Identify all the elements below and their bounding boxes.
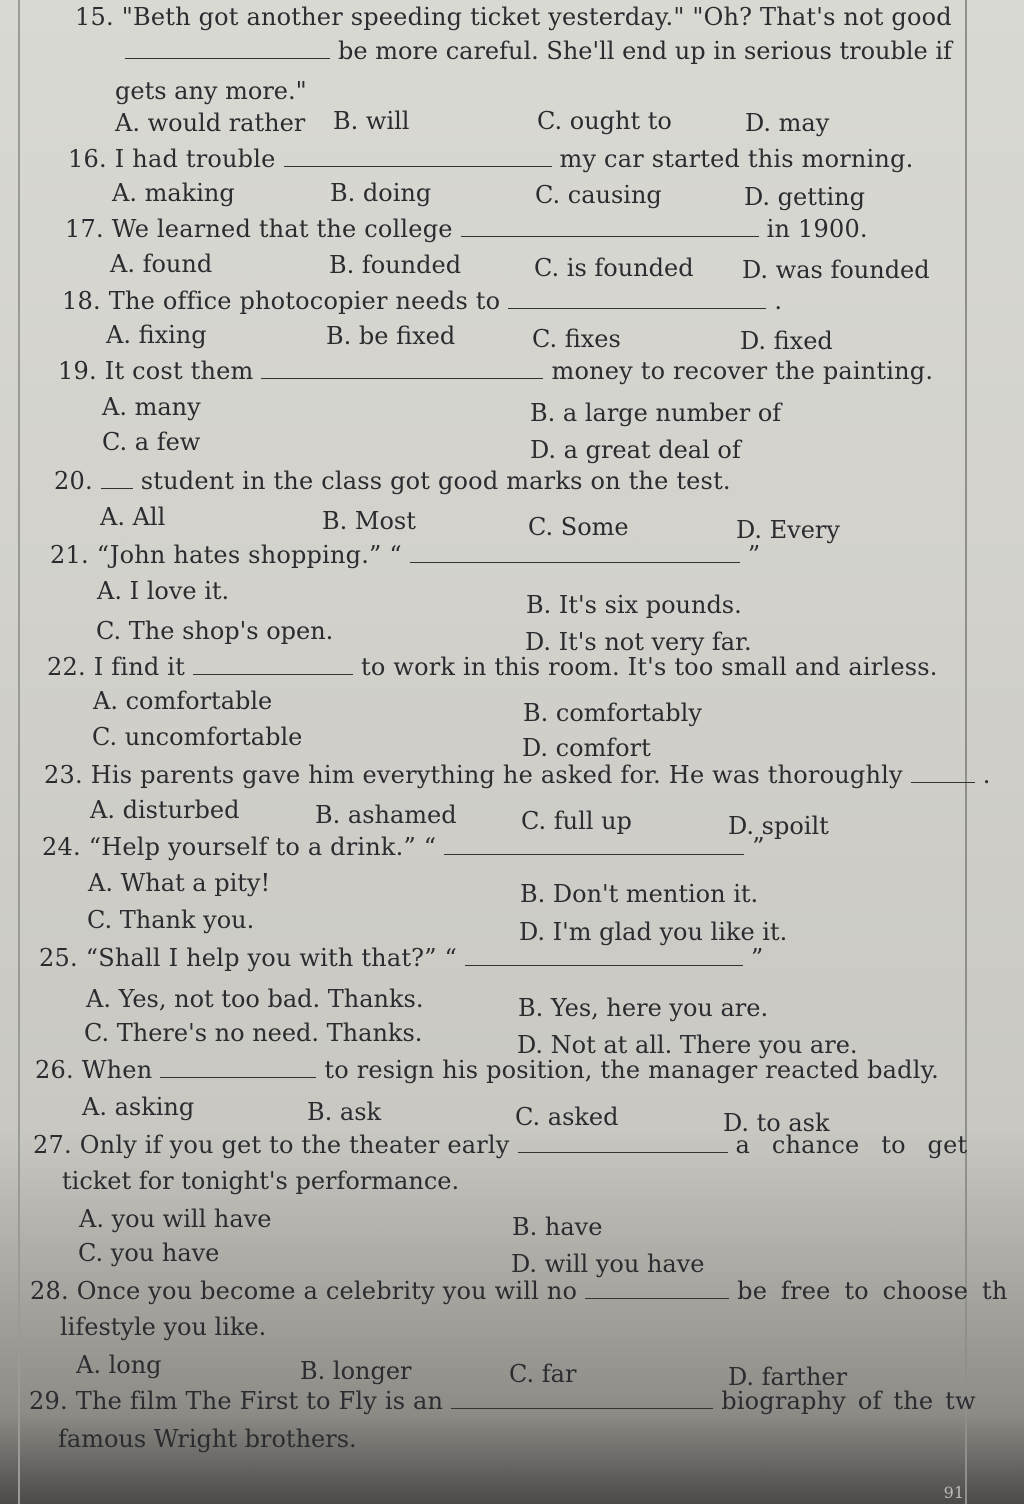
question-26: 26. When to resign his position, the manager reacted badly. (35, 1056, 939, 1084)
question-15-line2: be more careful. She'll end up in serious trouble if (125, 36, 952, 66)
answer-blank[interactable] (518, 1132, 728, 1153)
question-15-line3: gets any more." (115, 77, 307, 105)
question-20: 20. student in the class got good marks on the test. (54, 467, 731, 495)
answer-blank[interactable] (160, 1057, 316, 1078)
option-d: D. spoilt (728, 812, 829, 840)
option-d: D. was founded (742, 256, 930, 284)
answer-blank[interactable] (465, 945, 743, 966)
option-c: C. Thank you. (87, 906, 255, 934)
option-c: C. a few (102, 428, 201, 456)
option-c: C. asked (515, 1103, 619, 1131)
option-d: D. a great deal of (530, 436, 741, 464)
option-c: C. ought to (537, 107, 672, 135)
option-c: C. There's no need. Thanks. (84, 1019, 423, 1047)
option-a: A. What a pity! (88, 869, 271, 897)
option-c: C. fixes (532, 325, 621, 353)
option-a: A. found (110, 250, 213, 278)
answer-blank[interactable] (461, 216, 759, 237)
answer-blank[interactable] (410, 542, 740, 563)
answer-blank[interactable] (125, 38, 330, 59)
option-b: B. Don't mention it. (520, 880, 759, 908)
answer-blank[interactable] (585, 1278, 729, 1299)
question-23: 23. His parents gave him everything he asked for. He was thoroughly . (44, 761, 991, 789)
option-d: D. It's not very far. (525, 628, 752, 656)
option-b: B. will (333, 107, 410, 135)
question-27: 27. Only if you get to the theater early a chance to get (33, 1131, 968, 1159)
option-c: C. uncomfortable (92, 723, 303, 751)
question-18: 18. The office photocopier needs to . (62, 287, 783, 315)
option-b: B. ask (307, 1098, 382, 1126)
option-b: B. ashamed (315, 801, 457, 829)
option-b: B. have (512, 1213, 603, 1241)
option-d: D. Not at all. There you are. (517, 1031, 858, 1059)
margin-rule (18, 0, 20, 1504)
option-c: C. far (509, 1360, 577, 1388)
option-b: B. be fixed (326, 322, 456, 350)
option-c: C. causing (535, 181, 662, 209)
option-c: C. you have (78, 1239, 220, 1267)
question-27-line2: ticket for tonight's performance. (62, 1167, 460, 1195)
option-d: D. may (745, 109, 830, 137)
option-d: D. fixed (740, 327, 833, 355)
answer-blank[interactable] (284, 146, 552, 167)
option-c: C. The shop's open. (96, 617, 334, 645)
answer-blank[interactable] (911, 762, 975, 783)
answer-blank[interactable] (101, 468, 133, 489)
option-a: A. Yes, not too bad. Thanks. (86, 985, 424, 1013)
answer-blank[interactable] (451, 1388, 713, 1409)
option-b: B. comfortably (523, 699, 702, 727)
question-16: 16. I had trouble my car started this morning. (68, 145, 914, 173)
question-25: 25. “Shall I help you with that?” “ ” (39, 944, 764, 972)
option-b: B. Yes, here you are. (518, 994, 769, 1022)
option-a: A. would rather (115, 109, 306, 137)
question-29-line2: famous Wright brothers. (58, 1425, 357, 1453)
question-24: 24. “Help yourself to a drink.” “ ” (42, 833, 765, 861)
question-19: 19. It cost them money to recover the painting. (58, 357, 934, 385)
question-15: 15. "Beth got another speeding ticket yesterday." "Oh? That's not good (75, 3, 952, 31)
option-a: A. long (76, 1351, 162, 1379)
answer-blank[interactable] (193, 654, 353, 675)
question-28-line2: lifestyle you like. (60, 1313, 267, 1341)
option-d: D. getting (744, 183, 865, 211)
option-b: B. doing (330, 179, 432, 207)
option-b: B. founded (329, 251, 462, 279)
option-c: C. Some (528, 513, 629, 541)
question-17: 17. We learned that the college in 1900. (65, 215, 868, 243)
option-b: B. Most (322, 507, 416, 535)
option-c: C. full up (521, 807, 632, 835)
option-b: B. It's six pounds. (526, 591, 742, 619)
page-number: 91 (943, 1483, 964, 1502)
option-d: D. farther (728, 1363, 848, 1391)
option-d: D. Every (736, 516, 840, 544)
option-a: A. fixing (106, 321, 207, 349)
option-a: A. comfortable (93, 687, 273, 715)
option-a: A. asking (82, 1093, 195, 1121)
option-b: B. a large number of (530, 399, 782, 427)
option-d: D. will you have (511, 1250, 705, 1278)
question-22: 22. I find it to work in this room. It's too small and airless. (47, 653, 938, 681)
option-c: C. is founded (534, 254, 694, 282)
option-d: D. comfort (522, 734, 651, 762)
option-d: D. I'm glad you like it. (519, 918, 788, 946)
answer-blank[interactable] (444, 834, 744, 855)
question-21: 21. “John hates shopping.” “ ” (50, 541, 761, 569)
question-28: 28. Once you become a celebrity you will no be free to choose th (30, 1277, 1008, 1305)
option-a: A. All (100, 503, 166, 531)
answer-blank[interactable] (508, 288, 766, 309)
option-a: A. you will have (79, 1205, 272, 1233)
option-a: A. disturbed (90, 796, 240, 824)
question-29: 29. The film The First to Fly is an biography of the tw (29, 1387, 976, 1415)
option-a: A. making (112, 179, 235, 207)
option-d: D. to ask (723, 1109, 830, 1137)
option-a: A. I love it. (97, 577, 230, 605)
answer-blank[interactable] (261, 358, 543, 379)
option-b: B. longer (300, 1357, 412, 1385)
option-a: A. many (102, 393, 201, 421)
